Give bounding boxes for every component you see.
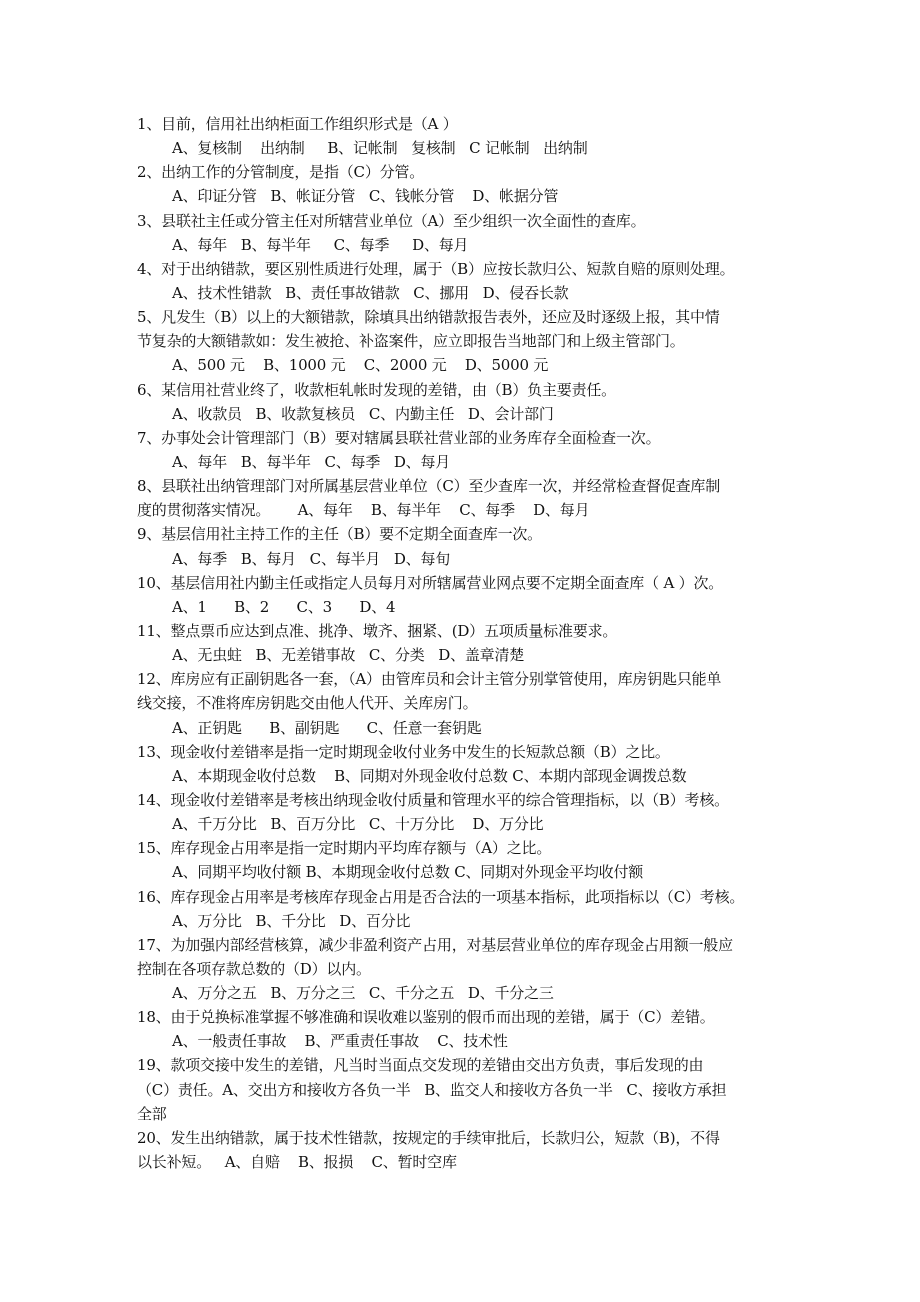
question-text: 7、办事处会计管理部门（B）要对辖属县联社营业部的业务库存全面检查一次。 (137, 428, 661, 447)
question-3 (137, 209, 807, 257)
question-text: 3、县联社主任或分管主任对所辖营业单位（A）至少组织一次全面性的查库。 (137, 211, 646, 230)
question-text: 14、现金收付差错率是考核出纳现金收付质量和管理水平的综合管理指标，以（B）考核。 (137, 790, 729, 809)
question-options: A、同期平均收付额 B、本期现金收付总数 C、同期对外现金平均收付额 (172, 863, 644, 882)
question-text: 5、凡发生（B）以上的大额错款，除填具出纳错款报告表外，还应及时逐级上报，其中情 (137, 308, 720, 327)
question-text: 15、库存现金占用率是指一定时期内平均库存额与（A）之比。 (137, 839, 552, 858)
question-text: 度的贯彻落实情况。 A、每年 B、每半年 C、每季 D、每月 (137, 501, 590, 520)
question-options: A、万分比 B、千分比 D、百分比 (172, 911, 411, 930)
question-options: A、复核制 出纳制 B、记帐制 复核制 C 记帐制 出纳制 (172, 139, 588, 158)
question-text: 4、对于出纳错款，要区别性质进行处理，属于（B）应按长款归公、短款自赔的原则处理。 (137, 259, 735, 278)
question-11 (137, 619, 807, 667)
question-2 (137, 160, 807, 208)
question-8 (137, 474, 807, 522)
question-17 (137, 933, 807, 1005)
question-text: 17、为加强内部经营核算，减少非盈利资产占用，对基层营业单位的库存现金占用额一般应 (137, 935, 733, 954)
question-15 (137, 836, 807, 884)
question-1 (137, 112, 807, 160)
question-options: A、本期现金收付总数 B、同期对外现金收付总数 C、本期内部现金调拨总数 (172, 766, 687, 785)
question-text: 11、整点票币应达到点准、挑净、墩齐、捆紧、(D）五项质量标准要求。 (137, 621, 618, 640)
question-options: A、万分之五 B、万分之三 C、千分之五 D、千分之三 (172, 984, 554, 1003)
question-text: 以长补短。 A、自赔 B、报损 C、暂时空库 (137, 1153, 457, 1172)
question-text: 13、现金收付差错率是指一定时期现金收付业务中发生的长短款总额（B）之比。 (137, 742, 670, 761)
question-4 (137, 257, 807, 305)
question-text: 19、款项交接中发生的差错，凡当时当面点交发现的差错由交出方负责，事后发现的由 (137, 1056, 704, 1075)
question-text: 1、目前，信用社出纳柜面工作组织形式是（A ） (137, 115, 458, 133)
question-12 (137, 667, 807, 739)
question-options: A、技术性错款 B、责任事故错款 C、挪用 D、侵吞长款 (172, 283, 569, 302)
question-text: 全部 (137, 1104, 167, 1123)
question-10 (137, 571, 807, 619)
question-options: A、千万分比 B、百万分比 C、十万分比 D、万分比 (172, 815, 544, 834)
question-options: A、每年 B、每半年 C、每季 D、每月 (172, 235, 469, 254)
question-options: A、500 元 B、1000 元 C、2000 元 D、5000 元 (172, 356, 549, 375)
question-options: A、每季 B、每月 C、每半月 D、每旬 (172, 549, 451, 568)
question-19 (137, 1053, 807, 1125)
question-6 (137, 378, 807, 426)
document-body (137, 112, 807, 1174)
question-9 (137, 522, 807, 570)
question-text: 20、发生出纳错款，属于技术性错款，按规定的手续审批后，长款归公，短款（B)，不得 (137, 1128, 720, 1147)
question-text: 18、由于兑换标准掌握不够准确和误收难以鉴别的假币而出现的差错，属于（C）差错。 (137, 1008, 715, 1027)
question-options: A、正钥匙 B、副钥匙 C、任意一套钥匙 (172, 718, 482, 737)
question-7 (137, 426, 807, 474)
question-options: A、一般责任事故 B、严重责任事故 C、技术性 (172, 1032, 508, 1051)
question-text: 控制在各项存款总数的（D）以内。 (137, 959, 371, 978)
question-text: 10、基层信用社内勤主任或指定人员每月对所辖属营业网点要不定期全面查库（ A ）次。 (137, 573, 724, 592)
question-text: 2、出纳工作的分管制度，是指（C）分管。 (137, 163, 425, 182)
question-text: 线交接，不准将库房钥匙交由他人代开、关库房门。 (137, 694, 478, 713)
question-5 (137, 305, 807, 377)
question-options: A、印证分管 B、帐证分管 C、钱帐分管 D、帐据分管 (172, 187, 559, 206)
question-text: 节复杂的大额错款如：发生被抢、补盗案件，应立即报告当地部门和上级主管部门。 (137, 332, 685, 351)
question-13 (137, 740, 807, 788)
question-text: 6、某信用社营业终了，收款柜轧帐时发现的差错，由（B）负主要责任。 (137, 380, 616, 399)
question-text: 12、库房应有正副钥匙各一套，（A）由管库员和会计主管分别掌管使用，库房钥匙只能单 (137, 670, 722, 689)
question-text: 9、基层信用社主持工作的主任（B）要不定期全面查库一次。 (137, 525, 542, 544)
question-text: （C）责任。A、交出方和接收方各负一半 B、监交人和接收方各负一半 C、接收方承担 (137, 1080, 727, 1099)
question-20 (137, 1126, 807, 1174)
question-text: 8、县联社出纳管理部门对所属基层营业单位（C）至少查库一次，并经常检查督促查库制 (137, 477, 721, 496)
question-18 (137, 1005, 807, 1053)
question-text: 16、库存现金占用率是考核库存现金占用是否合法的一项基本指标，此项指标以（C）考核。 (137, 887, 745, 906)
question-options: A、无虫蛀 B、无差错事故 C、分类 D、盖章清楚 (172, 646, 525, 665)
question-options: A、收款员 B、收款复核员 C、内勤主任 D、会计部门 (172, 404, 554, 423)
question-options: A、每年 B、每半年 C、每季 D、每月 (172, 452, 451, 471)
question-14 (137, 788, 807, 836)
question-options: A、1 B、2 C、3 D、4 (172, 597, 396, 616)
question-16 (137, 885, 807, 933)
